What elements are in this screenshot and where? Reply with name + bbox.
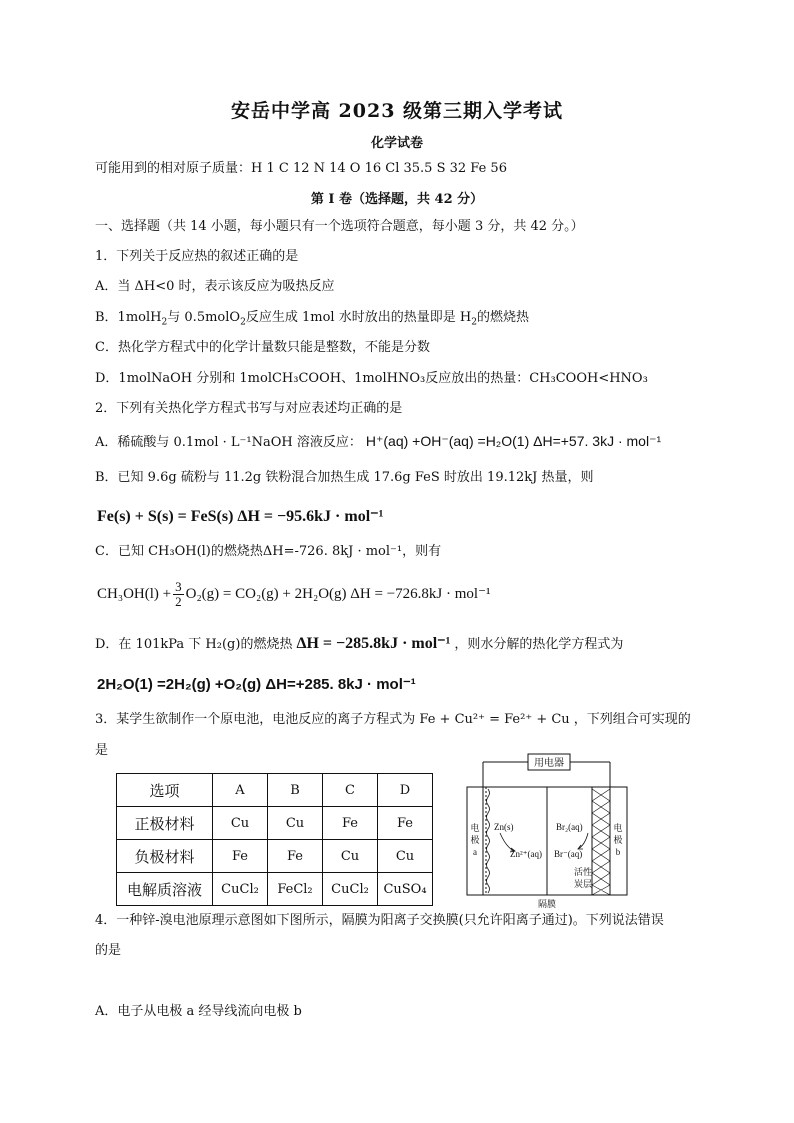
table-row	[117, 807, 433, 840]
q2-d-equation: 2H₂O(1) =2H₂(g) +O₂(g) ΔH=+285. 8kJ · mol⁻¹	[97, 676, 416, 693]
table-cell: Cu	[268, 807, 323, 840]
q2-c-equation: CH₃OH(l) + $\frac{3}{2}$ O₂(g) = CO₂(g) + 2H₂O(g) ΔH = −726.8kJ · mol⁻¹	[97, 579, 491, 609]
section-heading: 一、选择题（共 14 小题，每小题只有一个选项符合题意，每小题 3 分，共 42 分。）	[95, 219, 584, 234]
q3-stem: 3．某学生欲制作一个原电池，电池反应的离子方程式为 Fe + Cu²⁺ = Fe²⁺ + Cu ，下列组合可实现的	[95, 712, 691, 727]
zn-label: Zn(s)	[494, 822, 514, 832]
battery-diagram	[460, 753, 640, 913]
table-row	[117, 774, 433, 807]
table-cell: Fe	[213, 840, 268, 873]
table-row	[117, 840, 433, 873]
fraction: $\frac{3}{2}$	[175, 579, 182, 609]
q2-option-c: C．已知 CH₃OH(l)的燃烧热ΔH=-726. 8kJ · mol⁻¹，则有	[95, 544, 442, 559]
q4-option-a: A．电子从电极 a 经导线流向电极 b	[95, 1004, 302, 1019]
electrode-a-label: 电	[470, 824, 480, 834]
q3-stem-cont: 是	[95, 743, 109, 758]
electrode-b-label: b	[615, 847, 621, 857]
electrode-b-label: 电	[613, 824, 623, 834]
carbon-layer-label: 炭层	[574, 880, 593, 890]
table-cell: CuCl₂	[213, 873, 268, 906]
q1-stem: 1．下列关于反应热的叙述正确的是	[95, 249, 299, 264]
electrode-b-label: 极	[613, 836, 623, 846]
membrane-label: 隔膜	[537, 900, 557, 910]
electrode-a-label: 极	[470, 836, 480, 846]
table-cell: C	[323, 774, 378, 807]
table-cell: Fe	[268, 840, 323, 873]
br-ion-label: Br⁻(aq)	[554, 849, 583, 859]
table-cell: CuSO₄	[378, 873, 433, 906]
options-table	[116, 773, 433, 906]
exam-subtitle: 化学试卷	[370, 136, 423, 151]
table-cell: 电解质溶液	[117, 873, 213, 906]
table-row	[117, 873, 433, 906]
zn-ion-label: Zn²⁺(aq)	[510, 849, 542, 859]
table-cell: Cu	[213, 807, 268, 840]
table-cell: CuCl₂	[323, 873, 378, 906]
table-cell: Cu	[378, 840, 433, 873]
q1-option-a: A．当 ΔH<0 时，表示该反应为吸热反应	[95, 279, 335, 294]
q1-option-d: D．1molNaOH 分别和 1molCH₃COOH、1molHNO₃反应放出的热量：CH₃COOH<HNO₃	[95, 371, 648, 386]
table-cell: 选项	[117, 774, 213, 807]
table-cell: D	[378, 774, 433, 807]
q4-stem: 4．一种锌-溴电池原理示意图如下图所示，隔膜为阳离子交换膜(只允许阳离子通过)。下列说法错误	[95, 913, 664, 928]
q2-option-b: B．已知 9.6g 硫粉与 11.2g 铁粉混合加热生成 17.6g FeS 时放出 19.12kJ 热量，则	[95, 470, 594, 485]
q2-option-d: D．在 101kPa 下 H₂(g)的燃烧热 ΔH = −285.8kJ · mol⁻¹ ，则水分解的热化学方程式为	[95, 635, 624, 652]
table-cell: FeCl₂	[268, 873, 323, 906]
br2-label: Br₂(aq)	[556, 822, 583, 832]
atomic-masses: 可能用到的相对原子质量：H 1 C 12 N 14 O 16 Cl 35.5 S 32 Fe 56	[95, 161, 507, 176]
electrode-a-label: a	[473, 847, 477, 857]
q4-stem-cont: 的是	[95, 943, 122, 958]
carbon-layer-hatch	[592, 789, 610, 895]
table-cell: 正极材料	[117, 807, 213, 840]
q2-option-a: A．稀硫酸与 0.1mol · L⁻¹NaOH 溶液反应： H⁺(aq) +OH⁻(aq) =H₂O(1) ΔH=+57. 3kJ · mol⁻¹	[95, 433, 662, 450]
q2-stem: 2．下列有关热化学方程式书写与对应表述均正确的是	[95, 401, 403, 416]
table-cell: A	[213, 774, 268, 807]
part-heading: 第 I 卷（选择题，共 42 分）	[310, 192, 484, 207]
table-cell: B	[268, 774, 323, 807]
appliance-label: 用电器	[534, 758, 564, 769]
table-cell: Cu	[323, 840, 378, 873]
table-cell: Fe	[323, 807, 378, 840]
q1-option-b: B．1molH$_2$与 0.5molO$_2$反应生成 1mol 水时放出的热量即是 $H_2$的燃烧热	[95, 310, 529, 328]
carbon-layer-label: 活性	[574, 868, 593, 878]
exam-title: 安岳中学高 2023 级第三期入学考试	[230, 100, 564, 122]
table-cell: 负极材料	[117, 840, 213, 873]
q1-option-c: C．热化学方程式中的化学计量数只能是整数，不能是分数	[95, 340, 430, 355]
table-cell: Fe	[378, 807, 433, 840]
q2-b-equation: Fe(s) + S(s) = FeS(s) ΔH = −95.6kJ · mol⁻¹	[97, 508, 384, 525]
